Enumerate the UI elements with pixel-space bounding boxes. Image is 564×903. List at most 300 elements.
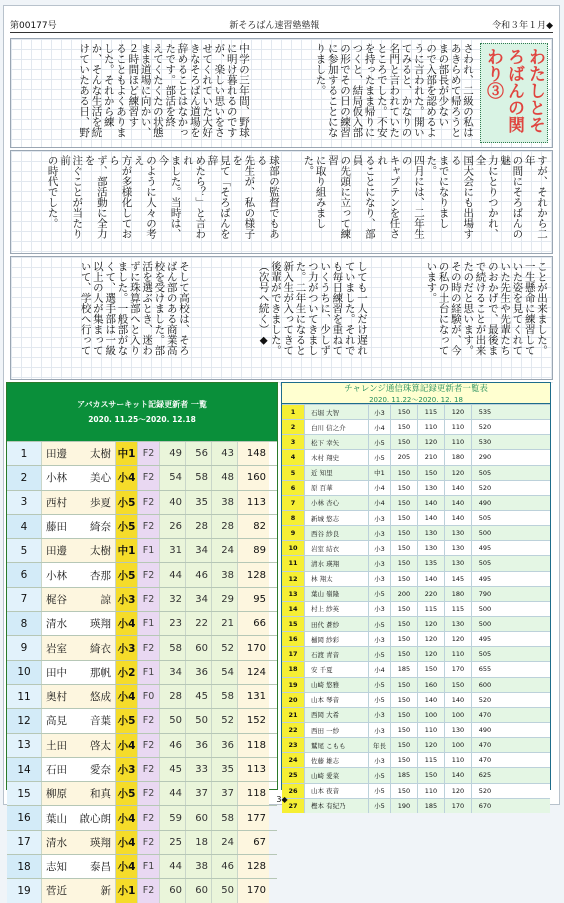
- name-cell: 樫本 有紀乃: [304, 799, 368, 813]
- rank-cell: 15: [282, 617, 304, 631]
- given-name: 太樹: [90, 446, 111, 461]
- family-name: 高見: [46, 713, 67, 728]
- name-cell: [41, 539, 115, 562]
- challenge-title: チャレンジ通信珠算記録更新者一覧表: [344, 382, 488, 394]
- given-name: 啓太: [90, 738, 111, 753]
- level-cell: F2: [137, 442, 159, 465]
- name-cell: 近 知里: [304, 466, 368, 480]
- score-cell: 150: [390, 511, 417, 525]
- name-cell: [41, 661, 115, 684]
- newsletter-title: 新そろばん速習塾塾報: [229, 18, 319, 31]
- rank-cell: 27: [282, 799, 304, 813]
- score-cell: 110: [417, 420, 444, 434]
- score-cell: 35: [185, 491, 211, 514]
- score-cell: 110: [444, 420, 471, 434]
- grade-cell: 小5: [368, 768, 390, 782]
- essay-band-3: [10, 256, 553, 380]
- score-cell: 45: [159, 758, 185, 781]
- total-cell: 505: [471, 647, 498, 661]
- score-cell: 44: [159, 563, 185, 586]
- rank-cell: 24: [282, 753, 304, 767]
- score-cell: 54: [211, 661, 237, 684]
- given-name: 泰昌: [90, 859, 111, 874]
- grade-cell: 小3: [368, 572, 390, 586]
- rank-cell: 17: [282, 647, 304, 661]
- score-cell: 60: [185, 806, 211, 829]
- level-cell: F2: [137, 879, 159, 902]
- grade-cell: 小5: [368, 799, 390, 813]
- rank-cell: 16: [7, 806, 41, 829]
- given-name: 瑛翔: [90, 835, 111, 850]
- rank-cell: 13: [282, 587, 304, 601]
- level-cell: F2: [137, 758, 159, 781]
- score-cell: 150: [390, 556, 417, 570]
- rank-cell: 7: [7, 588, 41, 611]
- total-cell: 520: [471, 784, 498, 798]
- score-cell: 120: [417, 738, 444, 752]
- grade-cell: 小3: [368, 753, 390, 767]
- score-cell: 110: [417, 723, 444, 737]
- score-cell: 150: [390, 602, 417, 616]
- rank-cell: 6: [7, 563, 41, 586]
- score-cell: 37: [185, 782, 211, 805]
- challenge-table: [281, 382, 551, 790]
- score-cell: 59: [159, 806, 185, 829]
- name-cell: [41, 636, 115, 659]
- score-cell: 150: [390, 723, 417, 737]
- table-row: [282, 707, 550, 722]
- grade-cell: 小3: [368, 541, 390, 555]
- given-name: 和真: [90, 786, 111, 801]
- rank-cell: 7: [282, 496, 304, 510]
- level-cell: F2: [137, 491, 159, 514]
- grade-cell: 小3: [115, 636, 137, 659]
- score-cell: 22: [185, 612, 211, 635]
- score-cell: 145: [444, 572, 471, 586]
- table-row: [282, 434, 550, 449]
- score-cell: 29: [211, 588, 237, 611]
- score-cell: 50: [211, 879, 237, 902]
- table-row: [282, 571, 550, 586]
- challenge-period: 2020. 11.22～2020. 12. 18: [369, 395, 463, 405]
- score-cell: 130: [444, 526, 471, 540]
- score-cell: 36: [185, 661, 211, 684]
- name-cell: 清水 瑛翔: [304, 556, 368, 570]
- table-row: [282, 449, 550, 464]
- rank-cell: 6: [282, 481, 304, 495]
- rank-cell: 22: [282, 723, 304, 737]
- table-row: [282, 419, 550, 434]
- score-cell: 150: [417, 466, 444, 480]
- rank-cell: 2: [282, 420, 304, 434]
- score-cell: 36: [211, 734, 237, 757]
- total-cell: 131: [237, 685, 269, 708]
- grade-cell: 小4: [368, 420, 390, 434]
- table-row: [282, 465, 550, 480]
- score-cell: 50: [159, 709, 185, 732]
- score-cell: 23: [159, 612, 185, 635]
- essay-band-1: [10, 38, 553, 148]
- rank-cell: 4: [282, 450, 304, 464]
- name-cell: 田代 蒼紗: [304, 617, 368, 631]
- total-cell: 89: [237, 539, 269, 562]
- score-cell: 185: [390, 662, 417, 676]
- score-cell: 60: [185, 636, 211, 659]
- score-cell: 58: [185, 466, 211, 489]
- rank-cell: 4: [7, 515, 41, 538]
- score-cell: 110: [444, 435, 471, 449]
- grade-cell: 小4: [368, 481, 390, 495]
- rank-cell: 16: [282, 632, 304, 646]
- score-cell: 34: [185, 588, 211, 611]
- total-cell: 152: [237, 709, 269, 732]
- table-row: [7, 465, 277, 489]
- level-cell: F1: [137, 661, 159, 684]
- name-cell: 林 翔太: [304, 572, 368, 586]
- score-cell: 190: [390, 799, 417, 813]
- total-cell: 500: [471, 617, 498, 631]
- rank-cell: 1: [7, 442, 41, 465]
- score-cell: 140: [417, 572, 444, 586]
- name-cell: [41, 831, 115, 854]
- name-cell: 佐藤 雄志: [304, 753, 368, 767]
- table-row: [282, 767, 550, 782]
- grade-cell: 小3: [368, 632, 390, 646]
- grade-cell: 小3: [368, 708, 390, 722]
- name-cell: [41, 758, 115, 781]
- grade-cell: 中1: [368, 466, 390, 480]
- score-cell: 150: [390, 617, 417, 631]
- rank-cell: 10: [7, 661, 41, 684]
- grade-cell: 年長: [368, 738, 390, 752]
- grade-cell: 小4: [115, 685, 137, 708]
- score-cell: 46: [159, 734, 185, 757]
- total-cell: 490: [471, 496, 498, 510]
- grade-cell: 小4: [368, 662, 390, 676]
- total-cell: 520: [471, 420, 498, 434]
- rank-cell: 11: [7, 685, 41, 708]
- name-cell: 石渡 青音: [304, 647, 368, 661]
- table-row: [282, 646, 550, 661]
- rank-cell: 19: [7, 879, 41, 902]
- total-cell: 520: [471, 481, 498, 495]
- total-cell: 95: [237, 588, 269, 611]
- table-row: [282, 631, 550, 646]
- given-name: 新: [101, 883, 112, 898]
- name-cell: 岩室 結衣: [304, 541, 368, 555]
- score-cell: 45: [185, 685, 211, 708]
- score-cell: 120: [417, 617, 444, 631]
- table-row: [282, 737, 550, 752]
- score-cell: 28: [159, 685, 185, 708]
- score-cell: 140: [444, 768, 471, 782]
- total-cell: 128: [237, 563, 269, 586]
- table-row: [7, 684, 277, 708]
- level-cell: F2: [137, 563, 159, 586]
- essay-band-2: [10, 150, 553, 254]
- score-cell: 130: [444, 617, 471, 631]
- grade-cell: 小5: [368, 617, 390, 631]
- grade-cell: 小3: [368, 723, 390, 737]
- table-row: [282, 404, 550, 419]
- table-row: [7, 538, 277, 562]
- essay-column: ことが出来ました。 一生懸命に練習して いた姿を見てくれて いた先生や先輩たち のおかげで、最後ま で続けることが出来 たのだと思います。 その時の経験が、今 の私の土台になって います。: [373, 261, 548, 375]
- rank-cell: 11: [282, 556, 304, 570]
- rank-cell: 18: [7, 855, 41, 878]
- rank-cell: 19: [282, 678, 304, 692]
- score-cell: 35: [211, 758, 237, 781]
- rank-cell: 12: [7, 709, 41, 732]
- issue-date: 令和３年１月◆: [492, 18, 553, 31]
- family-name: 葉山: [46, 811, 67, 826]
- page-number: 3◆: [276, 795, 287, 804]
- score-cell: 210: [417, 450, 444, 464]
- name-cell: [41, 709, 115, 732]
- score-cell: 38: [211, 491, 237, 514]
- name-cell: 樋岡 紗彩: [304, 632, 368, 646]
- score-cell: 140: [444, 693, 471, 707]
- grade-cell: 小4: [115, 466, 137, 489]
- issue-number: 第00177号: [10, 18, 57, 31]
- table-row: [7, 854, 277, 878]
- score-cell: 43: [211, 442, 237, 465]
- rank-cell: 9: [7, 636, 41, 659]
- grade-cell: 小4: [115, 612, 137, 635]
- score-cell: 140: [417, 511, 444, 525]
- rank-cell: 5: [7, 539, 41, 562]
- table-row: [7, 660, 277, 684]
- family-name: 田中: [46, 665, 67, 680]
- name-cell: [41, 855, 115, 878]
- grade-cell: 小4: [115, 831, 137, 854]
- total-cell: 500: [471, 526, 498, 540]
- table-row: [7, 490, 277, 514]
- score-cell: 110: [417, 784, 444, 798]
- page-header: [10, 16, 553, 33]
- table-row: [282, 510, 550, 525]
- table-row: [7, 878, 277, 902]
- table-row: [282, 616, 550, 631]
- score-cell: 54: [159, 466, 185, 489]
- table-row: [282, 480, 550, 495]
- score-cell: 50: [185, 709, 211, 732]
- grade-cell: 小2: [115, 661, 137, 684]
- given-name: 太樹: [90, 543, 111, 558]
- level-cell: F1: [137, 539, 159, 562]
- table-row: [282, 601, 550, 616]
- rank-cell: 9: [282, 526, 304, 540]
- table-row: [282, 525, 550, 540]
- grade-cell: 小4: [115, 855, 137, 878]
- rank-cell: 12: [282, 572, 304, 586]
- score-cell: 120: [444, 784, 471, 798]
- rank-cell: 17: [7, 831, 41, 854]
- name-cell: 西岡 大希: [304, 708, 368, 722]
- abacus-circuit-rows: [7, 441, 277, 903]
- score-cell: 18: [185, 831, 211, 854]
- score-cell: 33: [185, 758, 211, 781]
- challenge-header: [282, 383, 550, 404]
- score-cell: 150: [417, 662, 444, 676]
- grade-cell: 小3: [115, 758, 137, 781]
- level-cell: F1: [137, 855, 159, 878]
- total-cell: 113: [237, 491, 269, 514]
- essay-column: 球部の監督でもある 先生が、私の様子を 見て「そろばんを辞 めたら？」と言われ ました。当時は、今 のように人々の考え 方が多様化しておら ず、部活動に全力を 注ぐことが当たり前 の時代でした。: [15, 155, 280, 249]
- table-row: [7, 441, 277, 465]
- grade-cell: 中1: [115, 442, 137, 465]
- score-cell: 150: [444, 678, 471, 692]
- level-cell: F2: [137, 588, 159, 611]
- name-cell: [41, 734, 115, 757]
- grade-cell: 小5: [115, 515, 137, 538]
- score-cell: 115: [417, 405, 444, 419]
- score-cell: 100: [444, 708, 471, 722]
- total-cell: 600: [471, 678, 498, 692]
- score-cell: 140: [444, 511, 471, 525]
- grade-cell: 小5: [368, 647, 390, 661]
- score-cell: 120: [444, 405, 471, 419]
- total-cell: 124: [237, 661, 269, 684]
- score-cell: 140: [417, 496, 444, 510]
- grade-cell: 小3: [368, 602, 390, 616]
- grade-cell: 小5: [368, 435, 390, 449]
- rank-cell: 8: [7, 612, 41, 635]
- score-cell: 160: [417, 678, 444, 692]
- table-row: [282, 722, 550, 737]
- total-cell: 470: [471, 753, 498, 767]
- level-cell: F1: [137, 612, 159, 635]
- given-name: 悠成: [90, 689, 111, 704]
- family-name: 奥村: [46, 689, 67, 704]
- table-row: [7, 733, 277, 757]
- grade-cell: 小5: [368, 784, 390, 798]
- family-name: 田邊: [46, 543, 67, 558]
- rank-cell: 21: [282, 708, 304, 722]
- challenge-rows: [282, 404, 550, 813]
- total-cell: 495: [471, 632, 498, 646]
- table-row: [7, 830, 277, 854]
- essay-column: すが、それから二年 の間にそろばんの魅 力にとりつかれ、全 国大会にも出場する までになりました。 四月には、二年生の キャプテンを任され ることになり、部員 の先頭に立って練習 に取り組みました。: [283, 155, 548, 249]
- level-cell: F2: [137, 709, 159, 732]
- given-name: 歩夏: [90, 495, 111, 510]
- score-cell: 185: [417, 799, 444, 813]
- level-cell: F2: [137, 734, 159, 757]
- score-cell: 52: [211, 709, 237, 732]
- table-row: [282, 692, 550, 707]
- family-name: 志知: [46, 859, 67, 874]
- total-cell: 177: [237, 806, 269, 829]
- score-cell: 120: [417, 435, 444, 449]
- level-cell: F0: [137, 685, 159, 708]
- score-cell: 150: [390, 738, 417, 752]
- family-name: 西村: [46, 495, 67, 510]
- grade-cell: 小4: [368, 496, 390, 510]
- score-cell: 60: [159, 879, 185, 902]
- grade-cell: 小5: [368, 678, 390, 692]
- name-cell: [41, 879, 115, 902]
- score-cell: 46: [211, 855, 237, 878]
- essay-column: そして高校は、そろ ばん部のある商業高 校を受けました。部 活を選ぶとき、迷わ ずに珠算部へと入り ました。一般部がな くて、選手部は一級 以上の人が集まって いて、学校へ行って: [15, 261, 190, 375]
- name-cell: 山崎 悠雅: [304, 678, 368, 692]
- name-cell: [41, 491, 115, 514]
- score-cell: 150: [390, 572, 417, 586]
- total-cell: 118: [237, 734, 269, 757]
- essay-column: しても一人だけ遅れ ていました。それで も毎日練習を重ねて いくうちに、少しず つ力がついてきまし た。二年生になると 新入生が入ってきて 後輩ができました。 （次号へ続く）◆: [193, 261, 368, 375]
- name-cell: 石堀 大智: [304, 405, 368, 419]
- score-cell: 49: [159, 442, 185, 465]
- score-cell: 185: [390, 768, 417, 782]
- score-cell: 150: [390, 632, 417, 646]
- name-cell: 鷲尾 こもも: [304, 738, 368, 752]
- score-cell: 25: [159, 831, 185, 854]
- given-name: 音葉: [90, 713, 111, 728]
- name-cell: 葉山 嶺隆: [304, 587, 368, 601]
- essay-column: 中学の三年間、野球に明け暮れるのです が、楽しい思いをさ せてくれていた大好 きなそろばん道場を 辞めることはなかっ たです。部活を終 えてくたくたの状態 まま道場に向かい、 ２時間ほど練習す ることもよくありま した。それから練 か、そんな生活を続 けていたある日、野: [15, 43, 250, 143]
- score-cell: 150: [390, 693, 417, 707]
- score-cell: 150: [390, 708, 417, 722]
- table-row: [7, 757, 277, 781]
- total-cell: 160: [237, 466, 269, 489]
- family-name: 小林: [46, 470, 67, 485]
- score-cell: 135: [417, 556, 444, 570]
- grade-cell: 小5: [115, 491, 137, 514]
- table-row: [282, 540, 550, 555]
- total-cell: 655: [471, 662, 498, 676]
- score-cell: 150: [417, 768, 444, 782]
- name-cell: [41, 588, 115, 611]
- level-cell: F2: [137, 466, 159, 489]
- name-cell: 山本 琴音: [304, 693, 368, 707]
- score-cell: 115: [444, 602, 471, 616]
- score-cell: 150: [390, 647, 417, 661]
- given-name: 愛奈: [90, 762, 111, 777]
- level-cell: F2: [137, 636, 159, 659]
- grade-cell: 小3: [368, 526, 390, 540]
- score-cell: 140: [444, 481, 471, 495]
- score-cell: 115: [417, 602, 444, 616]
- table-row: [7, 562, 277, 586]
- total-cell: 148: [237, 442, 269, 465]
- name-cell: 村上 紗英: [304, 602, 368, 616]
- rank-cell: 5: [282, 466, 304, 480]
- family-name: 藤田: [46, 519, 67, 534]
- score-cell: 38: [185, 855, 211, 878]
- score-cell: 150: [390, 496, 417, 510]
- score-cell: 24: [211, 539, 237, 562]
- rank-cell: 14: [7, 758, 41, 781]
- score-cell: 120: [444, 632, 471, 646]
- score-cell: 150: [390, 481, 417, 495]
- name-cell: 原 百華: [304, 481, 368, 495]
- rank-cell: 1: [282, 405, 304, 419]
- total-cell: 625: [471, 768, 498, 782]
- total-cell: 790: [471, 587, 498, 601]
- grade-cell: 小5: [115, 563, 137, 586]
- name-cell: [41, 685, 115, 708]
- total-cell: 290: [471, 450, 498, 464]
- score-cell: 34: [159, 661, 185, 684]
- family-name: 小林: [46, 568, 67, 583]
- rank-cell: 3: [7, 491, 41, 514]
- name-cell: [41, 442, 115, 465]
- score-cell: 120: [417, 632, 444, 646]
- level-cell: F2: [137, 515, 159, 538]
- level-cell: F2: [137, 782, 159, 805]
- score-cell: 180: [444, 450, 471, 464]
- table-row: [282, 752, 550, 767]
- score-cell: 120: [444, 466, 471, 480]
- total-cell: 470: [471, 708, 498, 722]
